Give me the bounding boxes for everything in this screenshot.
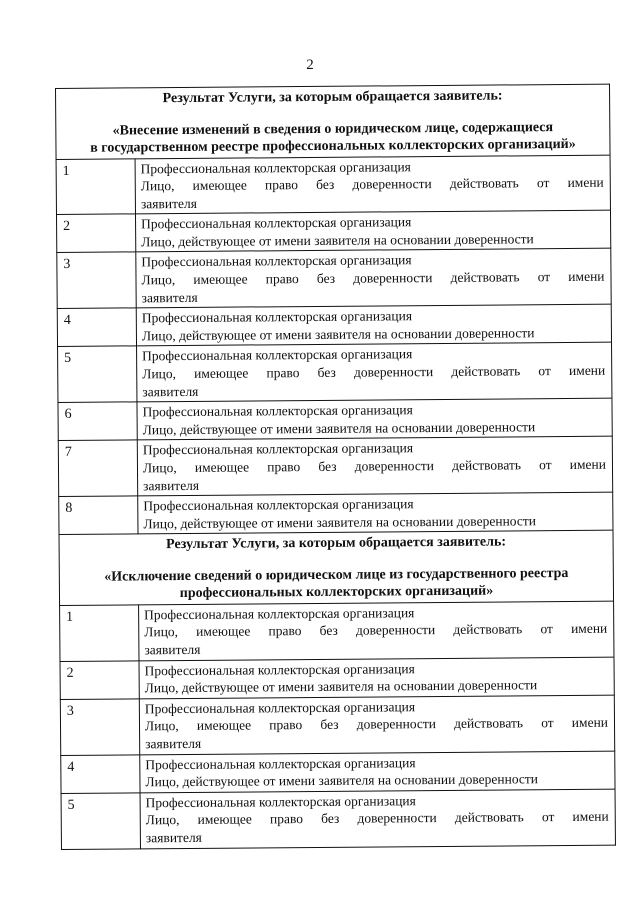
service-name-line: «Внесение изменений в сведения о юридическом лице, содержащиеся bbox=[112, 119, 554, 139]
applicant-person: Лицо, действующее от имени заявителя на основании доверенности bbox=[141, 231, 534, 250]
applicant-description bbox=[135, 210, 610, 252]
organization-type: Профессиональная коллекторская организация bbox=[144, 660, 415, 678]
applicant-person-continued: заявителя bbox=[140, 195, 197, 212]
row-number: 1 bbox=[60, 605, 139, 661]
table-body bbox=[56, 84, 616, 849]
organization-type: Профессиональная коллекторская организация bbox=[141, 214, 412, 232]
applicant-person-continued: заявителя bbox=[144, 641, 201, 658]
table-row bbox=[60, 601, 614, 661]
applicant-description bbox=[139, 657, 614, 699]
table-row bbox=[58, 437, 612, 497]
applicant-description bbox=[136, 249, 611, 309]
row-number: 3 bbox=[57, 252, 136, 308]
row-number: 4 bbox=[61, 754, 140, 793]
applicant-description bbox=[137, 437, 612, 497]
organization-type: Профессиональная коллекторская организация bbox=[141, 252, 412, 270]
applicant-person: Лицо, имеющее право без доверенности действовать от имени bbox=[142, 456, 607, 476]
organization-type: Профессиональная коллекторская организация bbox=[142, 402, 413, 420]
section-heading: Результат Услуги, за которым обращается заявитель: bbox=[166, 534, 507, 553]
table-row bbox=[60, 695, 614, 755]
organization-type: Профессиональная коллекторская организация bbox=[145, 754, 416, 772]
applicant-description bbox=[138, 492, 613, 534]
applicant-description bbox=[139, 601, 614, 661]
organization-type: Профессиональная коллекторская организация bbox=[142, 346, 413, 364]
applicant-person: Лицо, имеющее право без доверенности действовать от имени bbox=[144, 715, 609, 734]
row-number: 8 bbox=[59, 496, 138, 535]
applicant-person-continued: заявителя bbox=[142, 383, 199, 399]
organization-type: Профессиональная коллекторская организация bbox=[143, 496, 414, 514]
applicant-person: Лицо, имеющее право без доверенности действовать от имени bbox=[140, 174, 604, 194]
table-row bbox=[61, 789, 615, 849]
section-header-row bbox=[59, 531, 614, 606]
row-number: 1 bbox=[56, 158, 135, 214]
service-name-line: в государственном реестре профессиональных коллекторских организаций» bbox=[90, 136, 576, 156]
applicant-person: Лицо, имеющее право без доверенности действовать от имени bbox=[142, 362, 606, 382]
applicant-person-continued: заявителя bbox=[143, 477, 200, 493]
table-row bbox=[57, 304, 611, 347]
applicant-person: Лицо, действующее от имени заявителя на основании доверенности bbox=[141, 325, 535, 344]
applicant-description bbox=[137, 343, 612, 403]
applicant-person: Лицо, имеющее право без доверенности действовать от имени bbox=[141, 268, 605, 288]
row-number: 2 bbox=[56, 214, 135, 253]
section-header-cell bbox=[56, 84, 611, 159]
section-heading: Результат Услуги, за которым обращается заявитель: bbox=[162, 88, 503, 107]
applicant-description bbox=[140, 789, 615, 849]
applicant-person: Лицо, действующее от имени заявителя на основании доверенности bbox=[145, 771, 539, 790]
section-header-row bbox=[56, 84, 611, 159]
applicant-description bbox=[135, 155, 610, 215]
organization-type: Профессиональная коллекторская организация bbox=[141, 308, 413, 326]
table-row bbox=[58, 343, 612, 403]
applicant-person-continued: заявителя bbox=[145, 829, 202, 846]
organization-type: Профессиональная коллекторская организация bbox=[142, 440, 414, 458]
table-row bbox=[57, 249, 611, 309]
applicant-person-continued: заявителя bbox=[141, 289, 198, 305]
applicant-person: Лицо, действующее от имени заявителя на основании доверенности bbox=[143, 513, 537, 532]
table-row bbox=[56, 210, 610, 253]
applicant-description bbox=[139, 695, 614, 755]
applicant-person: Лицо, действующее от имени заявителя на основании доверенности bbox=[144, 677, 538, 696]
applicant-description bbox=[136, 304, 611, 346]
table-row bbox=[60, 657, 614, 700]
section-header-cell bbox=[59, 531, 614, 606]
applicant-person: Лицо, действующее от имени заявителя на основании доверенности bbox=[142, 419, 536, 438]
page-number: 2 bbox=[306, 57, 314, 73]
organization-type: Профессиональная коллекторская организация bbox=[145, 793, 416, 811]
row-number: 5 bbox=[58, 346, 137, 402]
table-row bbox=[61, 751, 615, 794]
service-results-table bbox=[55, 84, 616, 850]
applicant-description bbox=[137, 398, 612, 440]
organization-type: Профессиональная коллекторская организация bbox=[144, 699, 416, 717]
service-name-line: профессиональных коллекторских организаций» bbox=[179, 583, 494, 602]
applicant-description bbox=[140, 751, 615, 793]
applicant-person: Лицо, имеющее право без доверенности действовать от имени bbox=[145, 809, 609, 828]
row-number: 7 bbox=[58, 440, 137, 496]
organization-type: Профессиональная коллекторская организация bbox=[144, 605, 415, 623]
row-number: 3 bbox=[60, 699, 139, 755]
service-name-line: «Исключение сведений о юридическом лице из государственного реестра bbox=[104, 565, 569, 585]
row-number: 6 bbox=[58, 402, 137, 441]
applicant-person: Лицо, имеющее право без доверенности действовать от имени bbox=[144, 621, 608, 640]
row-number: 2 bbox=[60, 661, 139, 700]
organization-type: Профессиональная коллекторская организация bbox=[140, 158, 411, 176]
applicant-person-continued: заявителя bbox=[145, 735, 202, 752]
table-row bbox=[58, 398, 612, 441]
table-row bbox=[56, 155, 610, 215]
row-number: 4 bbox=[57, 308, 136, 347]
row-number: 5 bbox=[61, 793, 140, 849]
table-row bbox=[59, 492, 613, 535]
